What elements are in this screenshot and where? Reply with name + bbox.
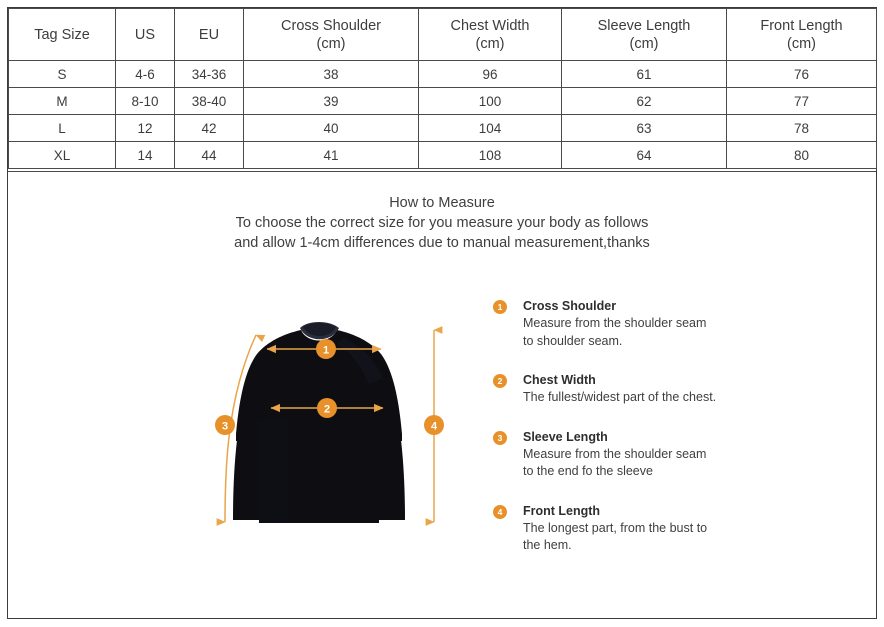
illustration-marker-2 <box>317 398 337 418</box>
column-header-label: Cross Shoulder <box>281 17 381 34</box>
cell-us: 8-10 <box>116 88 175 115</box>
legend-item-cross-shoulder <box>493 298 783 350</box>
legend-badge-3: 3 <box>493 431 507 445</box>
illustration-marker-4 <box>424 415 444 435</box>
legend-desc-line-1: The fullest/widest part of the chest. <box>523 390 717 404</box>
legend-badge-4: 4 <box>493 505 507 519</box>
svg-text:3: 3 <box>221 420 229 433</box>
cell-eu: 42 <box>175 115 244 142</box>
legend-desc-line-2: the hem. <box>523 538 572 552</box>
legend-desc-line-1: Measure from the shoulder seam <box>523 316 707 330</box>
intro-block <box>8 193 876 253</box>
legend-badge-1: 1 <box>493 300 507 314</box>
table-row <box>9 88 877 115</box>
column-header-unit: (cm) <box>475 35 505 52</box>
cell-sleeve-length: 62 <box>562 88 727 115</box>
legend-title: Sleeve Length <box>523 429 608 444</box>
svg-text:4: 4 <box>430 420 438 433</box>
illustration-marker-3 <box>215 415 235 435</box>
cell-cross-shoulder: 39 <box>244 88 419 115</box>
how-to-measure-line-2: and allow 1-4cm differences due to manual measurement,thanks <box>234 235 650 251</box>
column-header-unit: (cm) <box>787 35 816 52</box>
cell-eu: 44 <box>175 142 244 169</box>
cell-tag-size: M <box>9 88 116 115</box>
legend-item-chest-width <box>493 372 783 407</box>
how-to-measure-line-1: To choose the correct size for you measure your body as follows <box>235 215 649 231</box>
cell-eu: 38-40 <box>175 88 244 115</box>
cell-tag-size: XL <box>9 142 116 169</box>
column-header-label: Chest Width <box>450 17 530 34</box>
legend-desc-line-2: to shoulder seam. <box>523 333 623 348</box>
legend-title: Front Length <box>523 503 601 518</box>
legend-item-sleeve-length <box>493 429 783 481</box>
measurement-legend <box>493 298 783 555</box>
garment-illustration <box>203 308 463 558</box>
cell-tag-size: S <box>9 61 116 88</box>
cell-cross-shoulder: 38 <box>244 61 419 88</box>
column-header-cross-shoulder <box>244 9 419 61</box>
column-header-chest-width <box>419 9 562 61</box>
cell-cross-shoulder: 41 <box>244 142 419 169</box>
cell-cross-shoulder: 40 <box>244 115 419 142</box>
column-header-eu <box>175 9 244 61</box>
cell-chest-width: 96 <box>419 61 562 88</box>
cell-sleeve-length: 63 <box>562 115 727 142</box>
legend-title: Chest Width <box>523 373 596 387</box>
cell-front-length: 77 <box>727 88 877 115</box>
table-row <box>9 115 877 142</box>
cell-tag-size: L <box>9 115 116 142</box>
content-frame <box>7 7 877 619</box>
size-table <box>8 8 877 169</box>
legend-title: Cross Shoulder <box>523 299 617 313</box>
cell-sleeve-length: 61 <box>562 61 727 88</box>
table-header-row <box>9 9 877 61</box>
cell-us: 14 <box>116 142 175 169</box>
column-header-us <box>116 9 175 61</box>
cell-chest-width: 104 <box>419 115 562 142</box>
cell-chest-width: 100 <box>419 88 562 115</box>
cell-front-length: 76 <box>727 61 877 88</box>
cell-eu: 34-36 <box>175 61 244 88</box>
column-header-unit: (cm) <box>629 35 659 52</box>
legend-badge-2: 2 <box>493 374 507 388</box>
illustration-marker-1 <box>316 339 336 359</box>
column-header-sleeve-length <box>562 9 727 61</box>
column-header-label: Sleeve Length <box>597 17 691 34</box>
legend-desc-line-1: The longest part, from the bust to <box>523 520 708 535</box>
column-header-label: US <box>134 26 156 43</box>
cell-chest-width: 108 <box>419 142 562 169</box>
cell-front-length: 80 <box>727 142 877 169</box>
svg-text:2: 2 <box>323 403 331 416</box>
legend-item-front-length <box>493 503 783 555</box>
column-header-label: EU <box>198 26 220 43</box>
legend-desc-line-1: Measure from the shoulder seam <box>523 446 707 461</box>
cell-front-length: 78 <box>727 115 877 142</box>
cell-us: 12 <box>116 115 175 142</box>
legend-desc-line-2: to the end fo the sleeve <box>523 464 653 478</box>
table-row <box>9 61 877 88</box>
column-header-tag-size <box>9 9 116 61</box>
svg-text:1: 1 <box>322 344 330 357</box>
table-row <box>9 142 877 169</box>
column-header-front-length <box>727 9 877 61</box>
column-header-label: Front Length <box>760 17 843 34</box>
column-header-label: Tag Size <box>34 26 90 43</box>
column-header-unit: (cm) <box>316 35 346 52</box>
cell-sleeve-length: 64 <box>562 142 727 169</box>
how-to-measure-title: How to Measure <box>389 195 495 211</box>
cell-us: 4-6 <box>116 61 175 88</box>
